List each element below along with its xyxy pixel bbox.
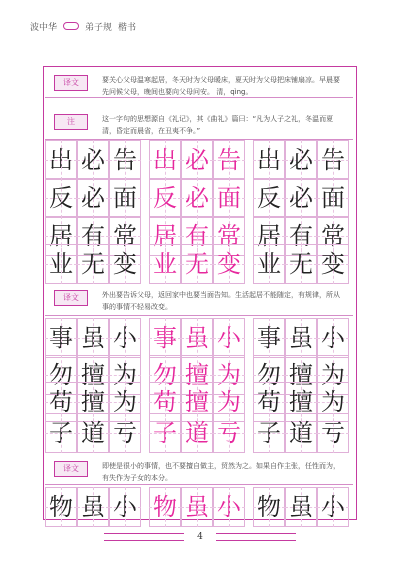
practice-cell: 必 xyxy=(285,178,317,218)
practice-cell: 物 xyxy=(149,487,181,527)
practice-cell: 擅 xyxy=(77,355,109,395)
practice-cell: 有 xyxy=(285,216,317,256)
section-text: 这一字句的思想源自《礼记》，其《曲礼》篇曰：“凡为人子之礼，冬温而夏清，昏定而晨省，在丑夷不争。” xyxy=(102,115,334,135)
practice-group xyxy=(149,413,245,454)
practice-cell: 变 xyxy=(109,244,141,284)
practice-cell: 变 xyxy=(317,244,349,284)
practice-cell: 小 xyxy=(213,487,245,527)
header-title: 波中华 xyxy=(30,22,58,33)
practice-cell: 亏 xyxy=(213,413,245,453)
section-label: 译文 xyxy=(54,290,88,306)
header-style: 楷书 xyxy=(118,22,137,33)
practice-cell: 勿 xyxy=(45,355,77,395)
practice-group xyxy=(253,318,349,359)
section-translation-2 xyxy=(45,285,353,316)
practice-cell: 物 xyxy=(45,487,77,527)
section-label: 译文 xyxy=(54,461,88,477)
practice-cell: 虽 xyxy=(285,318,317,358)
practice-cell: 苟 xyxy=(149,382,181,422)
practice-cell: 子 xyxy=(149,413,181,453)
practice-group xyxy=(45,318,141,359)
section-text: 要关心父母温寒起居，冬天时为父母暖床，夏天时为父母把床铺扇凉。早晨要先问候父母，晚间也要向父母问安。 清，qìng。 xyxy=(102,76,340,96)
practice-cell: 道 xyxy=(77,413,109,453)
practice-cell: 告 xyxy=(109,140,141,180)
practice-cell: 常 xyxy=(213,216,245,256)
practice-cell: 擅 xyxy=(285,382,317,422)
practice-group xyxy=(253,244,349,285)
practice-cell: 亏 xyxy=(109,413,141,453)
practice-cell: 居 xyxy=(253,216,285,256)
header-subtitle: 弟子规 xyxy=(85,22,113,33)
section-text: 即使是很小的事情，也不要擅自做主，贸然为之。如果自作主张，任性而为，有失作为子女的本分。 xyxy=(102,462,340,482)
practice-group xyxy=(149,318,245,359)
practice-cell: 有 xyxy=(181,216,213,256)
practice-cell: 为 xyxy=(317,382,349,422)
page-number: 4 xyxy=(197,532,203,542)
practice-cell: 虽 xyxy=(181,487,213,527)
practice-group xyxy=(253,413,349,454)
practice-cell: 反 xyxy=(45,178,77,218)
practice-group xyxy=(253,178,349,219)
practice-cell: 虽 xyxy=(77,318,109,358)
practice-cell: 小 xyxy=(109,318,141,358)
practice-cell: 事 xyxy=(149,318,181,358)
practice-cell: 常 xyxy=(317,216,349,256)
practice-cell: 苟 xyxy=(253,382,285,422)
practice-group xyxy=(45,140,141,181)
practice-group xyxy=(149,140,245,181)
practice-cell: 告 xyxy=(317,140,349,180)
practice-cell: 勿 xyxy=(253,355,285,395)
footer-ornament-left-icon xyxy=(104,533,184,541)
practice-cell: 居 xyxy=(45,216,77,256)
practice-cell: 必 xyxy=(181,140,213,180)
practice-row xyxy=(45,487,353,528)
practice-group xyxy=(253,487,349,528)
practice-cell: 居 xyxy=(149,216,181,256)
practice-cell: 为 xyxy=(109,382,141,422)
practice-group xyxy=(149,244,245,285)
practice-cell: 苟 xyxy=(45,382,77,422)
practice-cell: 出 xyxy=(253,140,285,180)
practice-cell: 擅 xyxy=(181,355,213,395)
practice-cell: 业 xyxy=(253,244,285,284)
practice-cell: 小 xyxy=(213,318,245,358)
practice-cell: 常 xyxy=(109,216,141,256)
practice-cell: 反 xyxy=(253,178,285,218)
practice-cell: 必 xyxy=(285,140,317,180)
practice-cell: 擅 xyxy=(77,382,109,422)
practice-cell: 小 xyxy=(317,487,349,527)
footer-ornament-right-icon xyxy=(216,533,296,541)
section-translation-3 xyxy=(45,456,353,485)
practice-cell: 出 xyxy=(149,140,181,180)
practice-cell: 子 xyxy=(45,413,77,453)
practice-cell: 面 xyxy=(213,178,245,218)
practice-row xyxy=(45,178,353,219)
practice-group xyxy=(45,487,141,528)
section-translation-1 xyxy=(45,70,353,98)
practice-cell: 事 xyxy=(253,318,285,358)
practice-row xyxy=(45,318,353,359)
practice-cell: 亏 xyxy=(317,413,349,453)
practice-cell: 出 xyxy=(45,140,77,180)
practice-cell: 为 xyxy=(213,382,245,422)
practice-cell: 为 xyxy=(213,355,245,395)
practice-cell: 小 xyxy=(317,318,349,358)
practice-row xyxy=(45,140,353,181)
section-note xyxy=(45,109,353,140)
practice-cell: 面 xyxy=(317,178,349,218)
practice-cell: 道 xyxy=(181,413,213,453)
practice-cell: 为 xyxy=(317,355,349,395)
section-text: 外出要告诉父母，返回家中也要当面告知。生活起居不能随定，有规律，所从事的事情不轻易改变。 xyxy=(102,291,340,311)
practice-group xyxy=(149,487,245,528)
page-footer xyxy=(0,532,400,552)
page-header xyxy=(30,16,370,36)
practice-cell: 必 xyxy=(77,178,109,218)
header-ornament-icon xyxy=(63,22,79,30)
practice-row xyxy=(45,244,353,285)
practice-cell: 反 xyxy=(149,178,181,218)
practice-cell: 业 xyxy=(45,244,77,284)
practice-cell: 有 xyxy=(77,216,109,256)
practice-cell: 擅 xyxy=(181,382,213,422)
practice-cell: 无 xyxy=(181,244,213,284)
practice-cell: 子 xyxy=(253,413,285,453)
practice-cell: 物 xyxy=(253,487,285,527)
practice-group xyxy=(45,413,141,454)
practice-group xyxy=(253,140,349,181)
practice-cell: 变 xyxy=(213,244,245,284)
practice-group xyxy=(149,178,245,219)
practice-cell: 事 xyxy=(45,318,77,358)
practice-cell: 必 xyxy=(181,178,213,218)
practice-cell: 虽 xyxy=(285,487,317,527)
practice-cell: 道 xyxy=(285,413,317,453)
practice-cell: 无 xyxy=(77,244,109,284)
practice-group xyxy=(45,178,141,219)
practice-cell: 擅 xyxy=(285,355,317,395)
section-label: 译文 xyxy=(54,75,88,91)
practice-cell: 虽 xyxy=(77,487,109,527)
practice-cell: 业 xyxy=(149,244,181,284)
practice-cell: 面 xyxy=(109,178,141,218)
practice-cell: 无 xyxy=(285,244,317,284)
practice-group xyxy=(45,244,141,285)
practice-cell: 勿 xyxy=(149,355,181,395)
practice-row xyxy=(45,413,353,454)
practice-cell: 告 xyxy=(213,140,245,180)
practice-cell: 小 xyxy=(109,487,141,527)
section-label: 注 xyxy=(54,114,88,130)
practice-cell: 为 xyxy=(109,355,141,395)
practice-cell: 虽 xyxy=(181,318,213,358)
practice-cell: 必 xyxy=(77,140,109,180)
